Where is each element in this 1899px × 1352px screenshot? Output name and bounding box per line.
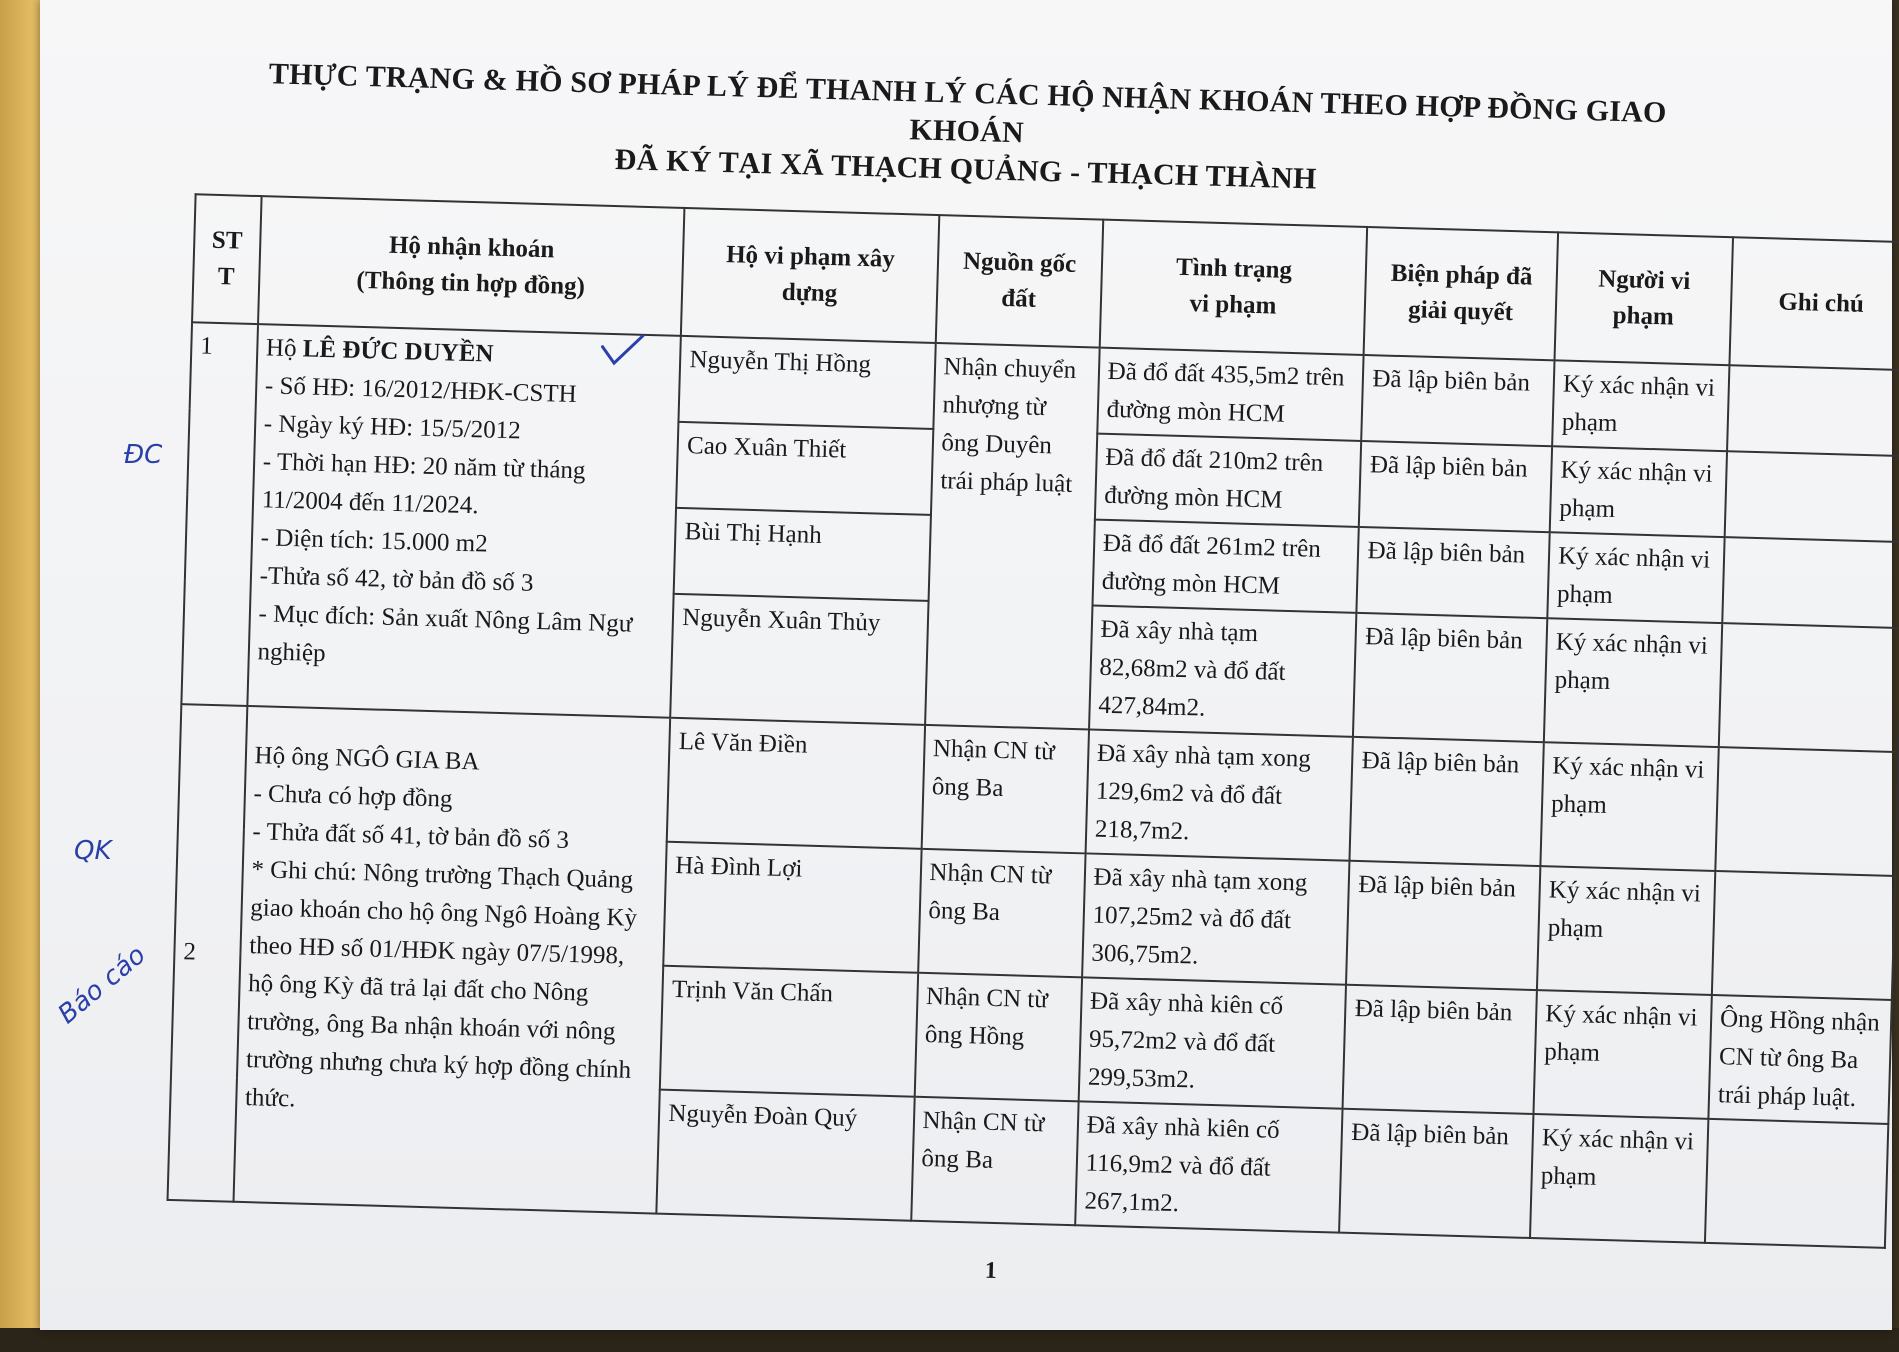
violator-cell: Nguyễn Xuân Thủy [671,594,929,725]
contract-line: - Thời hạn HĐ: 20 năm từ tháng 11/2004 đến 11/2024. [261,448,586,520]
status-cell: Đã xây nhà kiên cố 95,72m2 và đổ đất 299,53m2. [1078,977,1346,1108]
contract-line: -Thửa số 42, tờ bản đồ số 3 [259,562,534,597]
measure-cell: Đã lập biên bản [1357,527,1550,618]
person-cell: Ký xác nhận vi phạm [1552,360,1729,451]
handwritten-note: Báo cáo [52,940,152,1030]
status-cell: Đã xây nhà tạm xong 107,25m2 và đổ đất 306,75m2. [1082,853,1350,984]
contract-info [233,706,670,1214]
header-violator: Hộ vi phạm xây dựng [681,208,939,343]
contract-line: - Diện tích: 15.000 m2 [260,524,489,558]
handwritten-note: ĐC [124,440,163,470]
document-sheet [44,0,1899,1351]
header-person: Người vi phạm [1555,232,1733,365]
contract-line: - Thửa đất số 41, tờ bản đồ số 3 [252,818,570,854]
violator-cell: Lê Văn Điền [667,718,925,849]
note-cell: Ông Hồng nhận CN từ ông Ba trái pháp luật. [1708,995,1892,1124]
document-page [40,0,1892,1330]
violation-table [167,193,1899,1249]
person-cell: Ký xác nhận vi phạm [1547,532,1724,623]
document-title [215,54,1718,210]
row-stt: 2 [168,704,247,1202]
contract-line: * Ghi chú: Nông trường Thạch Quảng giao khoán cho hộ ông Ngô Hoàng Kỳ theo HĐ số 01/HĐK ngày 07/5/1998, hộ ông Kỳ đã trả lại đất cho Nông trường, ông Ba nhận khoán với nông trường nhưng chưa ký hợp đồng chính thức. [244,856,638,1113]
measure-cell: Đã lập biên bản [1353,613,1547,742]
person-cell: Ký xác nhận vi phạm [1544,618,1722,747]
measure-cell: Đã lập biên bản [1340,1109,1534,1238]
note-cell [1715,747,1899,876]
contract-line: Hộ ông NGÔ GIA BA [254,742,480,776]
header-measure: Biện pháp đã giải quyết [1364,227,1558,360]
header-origin: Nguồn gốc đất [935,215,1103,348]
violator-cell: Nguyễn Đoàn Quý [657,1090,915,1221]
measure-cell: Đã lập biên bản [1350,737,1544,866]
contract-line: - Chưa có hợp đồng [253,780,453,813]
note-cell [1719,623,1899,752]
header-status: Tình trạng vi phạm [1099,220,1367,355]
origin-cell: Nhận CN từ ông Hồng [914,973,1082,1102]
violator-cell: Hà Đình Lợi [664,842,922,973]
status-cell: Đã đổ đất 210m2 trên đường mòn HCM [1095,434,1362,527]
origin-cell: Nhận chuyển nhượng từ ông Duyên trái pháp luật [925,343,1100,729]
note-cell [1712,871,1896,1000]
contract-line: - Số HĐ: 16/2012/HĐK-CSTH [264,372,578,409]
status-cell: Đã xây nhà kiên cố 116,9m2 và đổ đất 267,1m2. [1075,1101,1343,1232]
title-line-2: ĐÃ KÝ TẠI XÃ THẠCH QUẢNG - THẠCH THÀNH [614,142,1318,196]
note-cell [1705,1119,1889,1248]
checkmark-icon [600,333,645,368]
origin-cell: Nhận CN từ ông Ba [918,849,1086,978]
title-line-1: THỰC TRẠNG & HỒ SƠ PHÁP LÝ ĐỂ THANH LÝ CÁC HỘ NHẬN KHOÁN THEO HỢP ĐỒNG GIAO KHOÁN [268,57,1668,150]
measure-cell: Đã lập biên bản [1362,355,1555,446]
violator-cell: Nguyễn Thị Hồng [679,336,936,429]
header-note: Ghi chú [1729,237,1899,370]
note-cell [1725,451,1899,542]
page-number: 1 [984,1257,998,1285]
header-stt: ST T [192,194,261,324]
person-cell: Ký xác nhận vi phạm [1534,990,1712,1119]
row-stt: 1 [181,322,257,706]
person-cell: Ký xác nhận vi phạm [1550,446,1727,537]
contract-info [247,324,681,718]
status-cell: Đã đổ đất 435,5m2 trên đường mòn HCM [1097,348,1364,441]
status-cell: Đã xây nhà tạm 82,68m2 và đổ đất 427,84m2. [1089,605,1357,736]
handwritten-note: QK [74,836,112,866]
contract-line: - Ngày ký HĐ: 15/5/2012 [263,410,522,445]
person-cell: Ký xác nhận vi phạm [1537,866,1715,995]
violator-cell: Bùi Thị Hạnh [674,508,931,601]
measure-cell: Đã lập biên bản [1359,441,1552,532]
note-cell [1722,537,1899,628]
contract-line: - Mục đích: Sản xuất Nông Lâm Ngư nghiệp [257,600,633,668]
violator-cell: Trịnh Văn Chấn [660,966,918,1097]
measure-cell: Đã lập biên bản [1343,985,1537,1114]
measure-cell: Đã lập biên bản [1346,861,1540,990]
origin-cell: Nhận CN từ ông Ba [911,1097,1079,1226]
status-cell: Đã đổ đất 261m2 trên đường mòn HCM [1092,520,1359,613]
note-cell [1727,365,1899,456]
header-contract: Hộ nhận khoán (Thông tin hợp đồng) [258,196,685,336]
contract-name: Hộ LÊ ĐỨC DUYỀN [265,334,494,368]
origin-cell: Nhận CN từ ông Ba [921,725,1089,854]
status-cell: Đã xây nhà tạm xong 129,6m2 và đổ đất 218,7m2. [1085,729,1353,860]
person-cell: Ký xác nhận vi phạm [1541,742,1719,871]
person-cell: Ký xác nhận vi phạm [1530,1114,1708,1243]
violator-cell: Cao Xuân Thiết [676,422,933,515]
